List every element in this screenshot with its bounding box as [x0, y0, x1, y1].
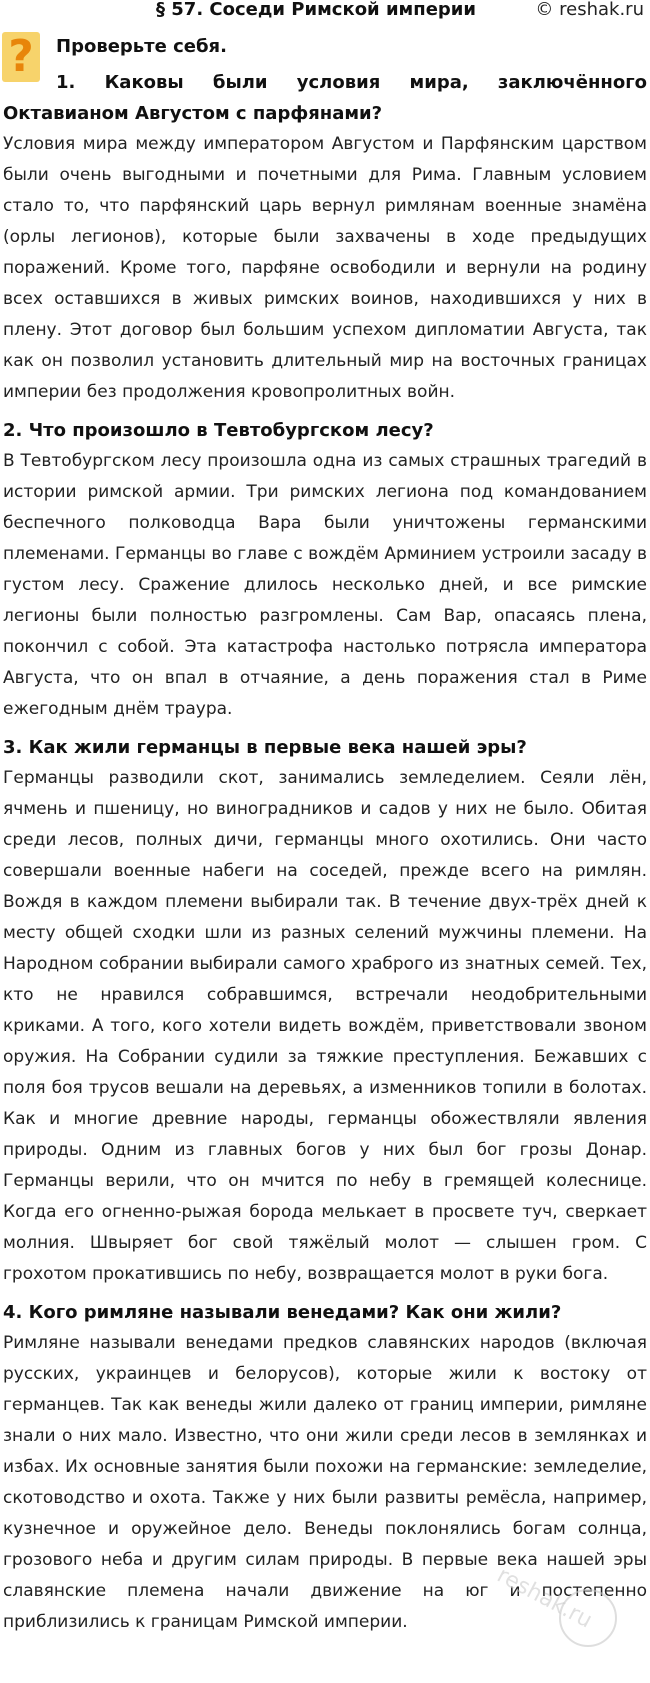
answer-1: Условия мира между императором Августом и Парфянским царством были очень выгодными и почетными для Рима. Главным условием стало то, что парфянский царь вернул римлянам военные знамёна (орлы легионов), которые были захвачены в ходе предыдущих поражений. Кроме того, парфяне освободили и вернули на родину всех оставшихся в живых римских воинов, находившихся у них в плену. Этот договор был большим успехом дипломатии Августа, так как он позволил установить длительный мир на восточных границах империи без продолжения кровопролитных войн.: [3, 134, 647, 402]
question-1: 1. Каковы были условия мира, заключённого Октавианом Августом с парфянами?: [3, 72, 647, 124]
answers-content: [3, 67, 647, 1645]
site-copyright: © reshak.ru: [535, 0, 644, 20]
answer-2: В Тевтобургском лесу произошла одна из самых страшных трагедий в истории римской армии. Три римских легиона под командованием беспечного полководца Вара были уничтожены германскими племенами. Германцы во главе с вождём Арминием устроили засаду в густом лесу. Сражение длилось несколько дней, и все римские легионы были полностью разгромлены. Сам Вар, опасаясь плена, покончил с собой. Эта катастрофа настолько потрясла императора Августа, что он впал в отчаяние, а день поражения стал в Риме ежегодным днём траура.: [3, 451, 647, 719]
watermark-text: reshak.ru: [492, 1562, 597, 1634]
section-title: § 57. Соседи Римской империи: [156, 0, 477, 20]
page-header: [0, 0, 650, 22]
answer-4: Римляне называли венедами предков славянских народов (включая русских, украинцев и белорусов), которые жили к востоку от германцев. Так как венеды жили далеко от границ империи, римляне знали о них мало. Известно, что они жили среди лесов в землянках и избах. Их основные занятия были похожи на германские: земледелие, скотоводство и охота. Также у них были развиты ремёсла, например, кузнечное и оружейное дело. Венеды поклонялись богам солнца, грозового неба и другим силам природы. В первые века нашей эры славянские племена начали движение на юг и постепенно приблизились к границам Римской империи.: [3, 1333, 647, 1632]
question-4: 4. Кого римляне называли венедами? Как они жили?: [3, 1302, 562, 1323]
question-2: 2. Что произошло в Тевтобургском лесу?: [3, 420, 434, 441]
check-yourself-label: Проверьте себя.: [56, 36, 227, 57]
question-3: 3. Как жили германцы в первые века нашей эры?: [3, 737, 527, 758]
answer-3: Германцы разводили скот, занимались земледелием. Сеяли лён, ячмень и пшеницу, но виноградников и садов у них не было. Обитая среди лесов, полных дичи, германцы много охотились. Они часто совершали военные набеги на соседей, прежде всего на римлян. Вождя в каждом племени выбирали так. В течение двух-трёх дней к месту общей сходки шли из разных селений мужчины племени. На Народном собрании выбирали самого храброго из знатных семей. Тех, кто не нравился собравшимся, встречали неодобрительными криками. А того, кого хотели видеть вождём, приветствовали звоном оружия. На Собрании судили за тяжкие преступления. Бежавших с поля боя трусов вешали на деревьях, а изменников топили в болотах. Как и многие древние народы, германцы обожествляли явления природы. Одним из главных богов у них был бог грозы Донар. Германцы верили, что он мчится по небу в гремящей колеснице. Когда его огненно-рыжая борода мелькает в просвете туч, сверкает молния. Швыряет бог свой тяжёлый молот — слышен гром. С грохотом прокатившись по небу, возвращается молот в руки бога.: [3, 768, 647, 1284]
question-mark-icon: ?: [2, 32, 40, 82]
